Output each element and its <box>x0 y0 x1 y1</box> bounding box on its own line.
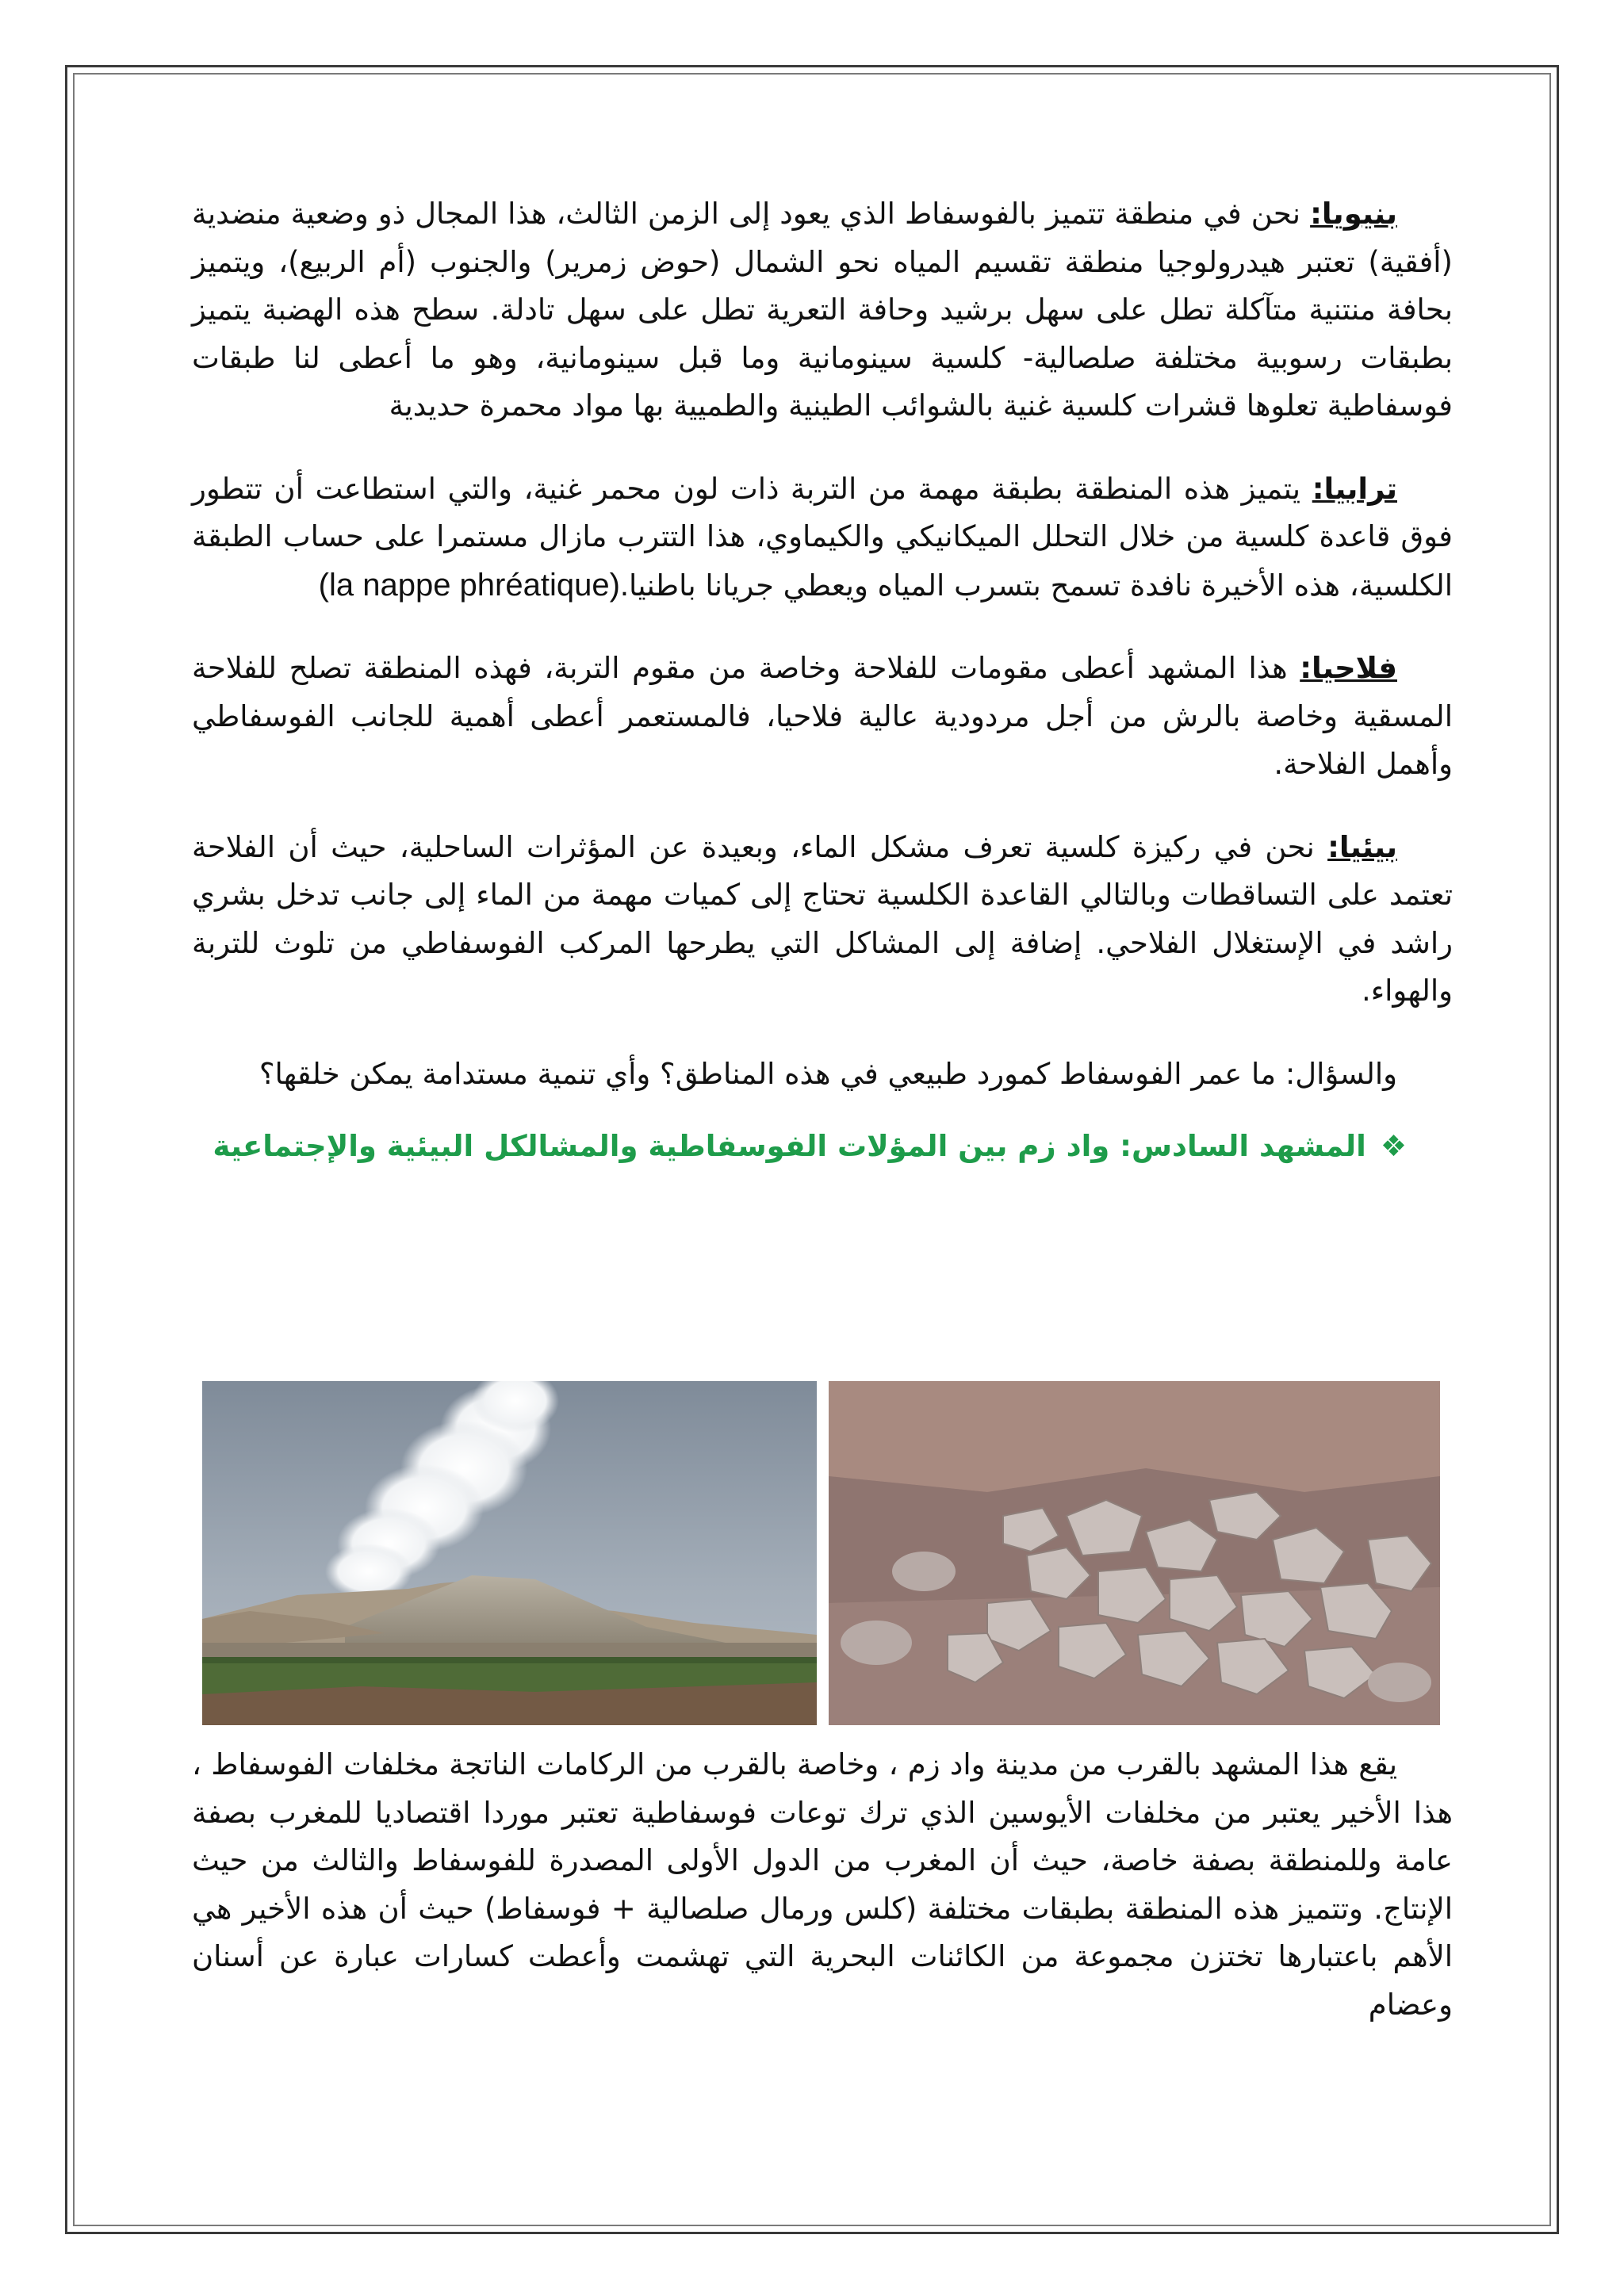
paragraph-question <box>192 1050 1453 1099</box>
section-heading-text: المشهد السادس: واد زم بين المؤلات الفوسفاطية والمشالكل البيئية والإجتماعية <box>213 1129 1366 1163</box>
term-environmental: بيئيا: <box>1327 829 1397 864</box>
paragraph-environmental <box>192 824 1453 1016</box>
latin-term: (la nappe phréatique). <box>318 567 630 603</box>
term-soil: ترابيا: <box>1312 471 1397 506</box>
document-body-continued <box>192 1741 1453 2064</box>
photo-row <box>202 1381 1441 1725</box>
paragraph-soil-text: يتميز هذه المنطقة بطبقة مهمة من التربة ذات لون محمر غنية، والتي استطاعت أن تتطور فوق قاعدة كلسية من خلال التحلل الميكانيكي والكيماوي، هذا التترب مازال مستمرا على حساب الطبقة الكلسية، هذه الأخيرة نافدة تسمح بتسرب المياه ويعطي جريانا باطنيا <box>192 471 1453 603</box>
paragraph-oued-zem-text: يقع هذا المشهد بالقرب من مدينة واد زم ، وخاصة بالقرب من الركامات الناتجة مخلفات الفوسفاط ، هذا الأخير يعتبر من مخلفات الأيوسين الذي ترك توعات فوسفاطية تعتبر موردا اقتصاديا للمغرب بصفة عامة وللمنطقة بصفة خاصة، حيث أن المغرب من الدول الأولى المصدرة للفوسفاط والثالث من حيث الإنتاج. وتتميز هذه المنطقة بطبقات مختلفة (كلس ورمال صلصالية + فوسفاط) حيث أن هذه الأخير هي الأهم باعتبارها تختزن مجموعة من الكائنات البحرية التي تهشمت وأعطت كسارات عبارة عن أسنان وعضام <box>192 1747 1453 2022</box>
phosphate-plant-smoke-photo <box>202 1381 817 1725</box>
paragraph-structural-text: نحن في منطقة تتميز بالفوسفاط الذي يعود إلى الزمن الثالث، هذا المجال ذو وضعية منضدية (أفقية) تعتبر هيدرولوجيا منطقة تقسيم المياه نحو الشمال (حوض زمرير) والجنوب (أم الربيع)، ويتميز بحافة منتنية متآكلة تطل على سهل برشيد وحافة التعرية تطل على سهل تادلة. سطح هذه الهضبة يتميز بطبقات رسوبية مختلفة صلصالية- كلسية سينومانية وما قبل سينومانية، وهو ما أعطى لنا طبقات فوسفاطية تعلوها قشرات كلسية غنية بالشوائب الطينية والطميية بها مواد محمرة حديدية <box>192 197 1453 423</box>
phosphate-rock-rubble-photo <box>829 1381 1440 1725</box>
paragraph-environmental-text: نحن في ركيزة كلسية تعرف مشكل الماء، وبعيدة عن المؤثرات الساحلية، حيث أن الفلاحة تعتمد على التساقطات وبالتالي القاعدة الكلسية تحتاج إلى كميات مهمة من الماء إلى جانب تدخل بشري راشد في الإستغلال الفلاحي. إضافة إلى المشاكل التي يطرحها المركب الفوسفاطي من تلوث للتربة والهواء. <box>192 829 1453 1008</box>
diamond-bullet-icon: ❖ <box>1380 1129 1407 1163</box>
paragraph-agricultural-text: هذا المشهد أعطى مقومات للفلاحة وخاصة من مقوم التربة، فهذه المنطقة تصلح للفلاحة المسقية وخاصة بالرش من أجل مردودية عالية فلاحيا، فالمستعمر أعطى أهمية للجانب الفوسفاطي وأهمل الفلاحة. <box>192 651 1453 781</box>
paragraph-soil <box>192 465 1453 610</box>
question-text: والسؤال: ما عمر الفوسفاط كمورد طبيعي في هذه المناطق؟ وأي تنمية مستدامة يمكن خلقها؟ <box>259 1056 1397 1091</box>
paragraph-structural <box>192 190 1453 430</box>
document-body <box>192 190 1453 1214</box>
section-heading <box>192 1127 1453 1166</box>
paragraph-agricultural <box>192 645 1453 789</box>
paragraph-oued-zem <box>192 1741 1453 2029</box>
term-agricultural: فلاحيا: <box>1300 651 1397 685</box>
term-structural: بنيويا: <box>1310 197 1397 231</box>
